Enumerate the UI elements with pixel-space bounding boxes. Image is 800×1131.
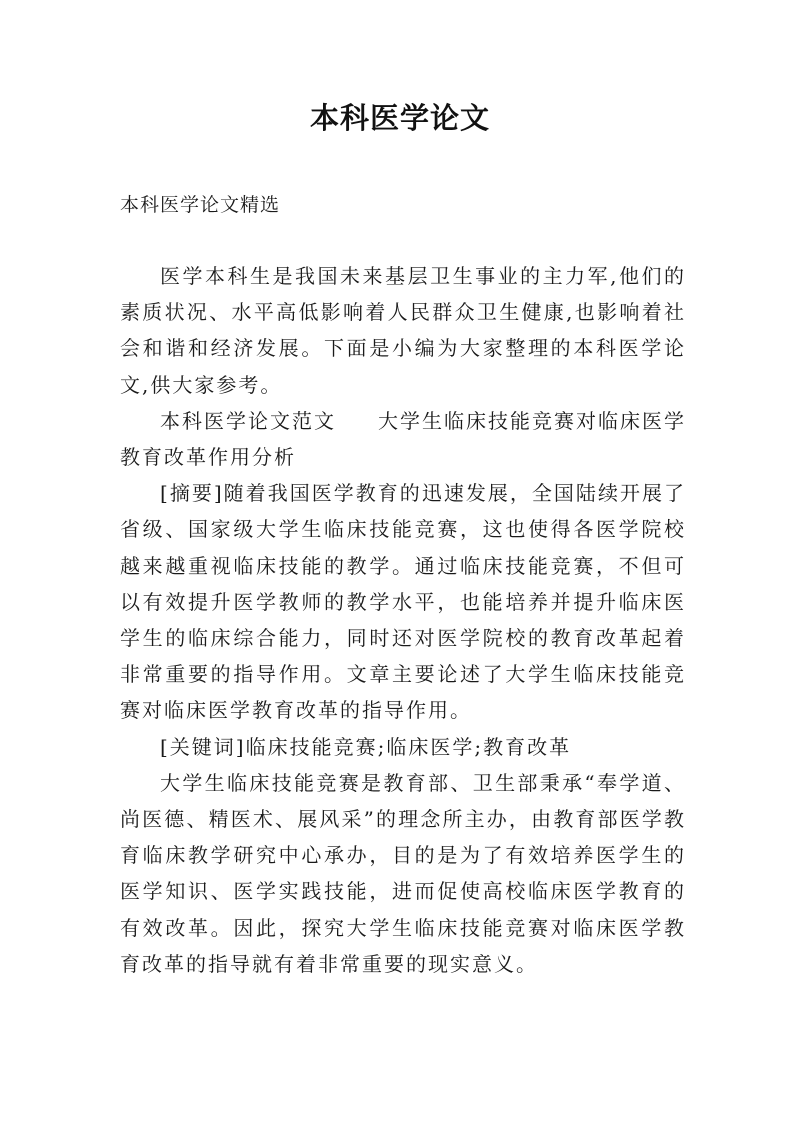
essay-title: 大学生临床技能竞赛对临床医学教育改革作用分析 [120, 408, 686, 470]
intro-paragraph: 医学本科生是我国未来基层卫生事业的主力军,他们的素质状况、水平高低影响着人民群众卫生健康,也影响着社会和谐和经济发展。下面是小编为大家整理的本科医学论文,供大家参考。 [120, 264, 686, 397]
essay-heading-paragraph [120, 403, 686, 475]
document-subtitle: 本科医学论文精选 [120, 194, 281, 216]
essay-label: 本科医学论文范文 [160, 408, 336, 433]
abstract-paragraph: [摘要]随着我国医学教育的迅速发展，全国陆续开展了省级、国家级大学生临床技能竞赛，这也使得各医学院校越来越重视临床技能的教学。通过临床技能竞赛，不但可以有效提升医学教师的教学水平，也能培养并提升临床医学生的临床综合能力，同时还对医学院校的教育改革起着非常重要的指导作用。文章主要论述了大学生临床技能竞赛对临床医学教育改革的指导作用。 [120, 481, 686, 723]
body-paragraph: 大学生临床技能竞赛是教育部、卫生部秉承“奉学道、尚医德、精医术、展风采”的理念所主办，由教育部医学教育临床教学研究中心承办，目的是为了有效培养医学生的医学知识、医学实践技能，进而促使高校临床医学教育的有效改革。因此，探究大学生临床技能竞赛对临床医学教育改革的指导就有着非常重要的现实意义。 [120, 770, 686, 976]
document-body [120, 258, 686, 982]
keywords-paragraph: [关键词]临床技能竞赛;临床医学;教育改革 [160, 734, 572, 759]
document-title: 本科医学论文 [309, 101, 490, 135]
